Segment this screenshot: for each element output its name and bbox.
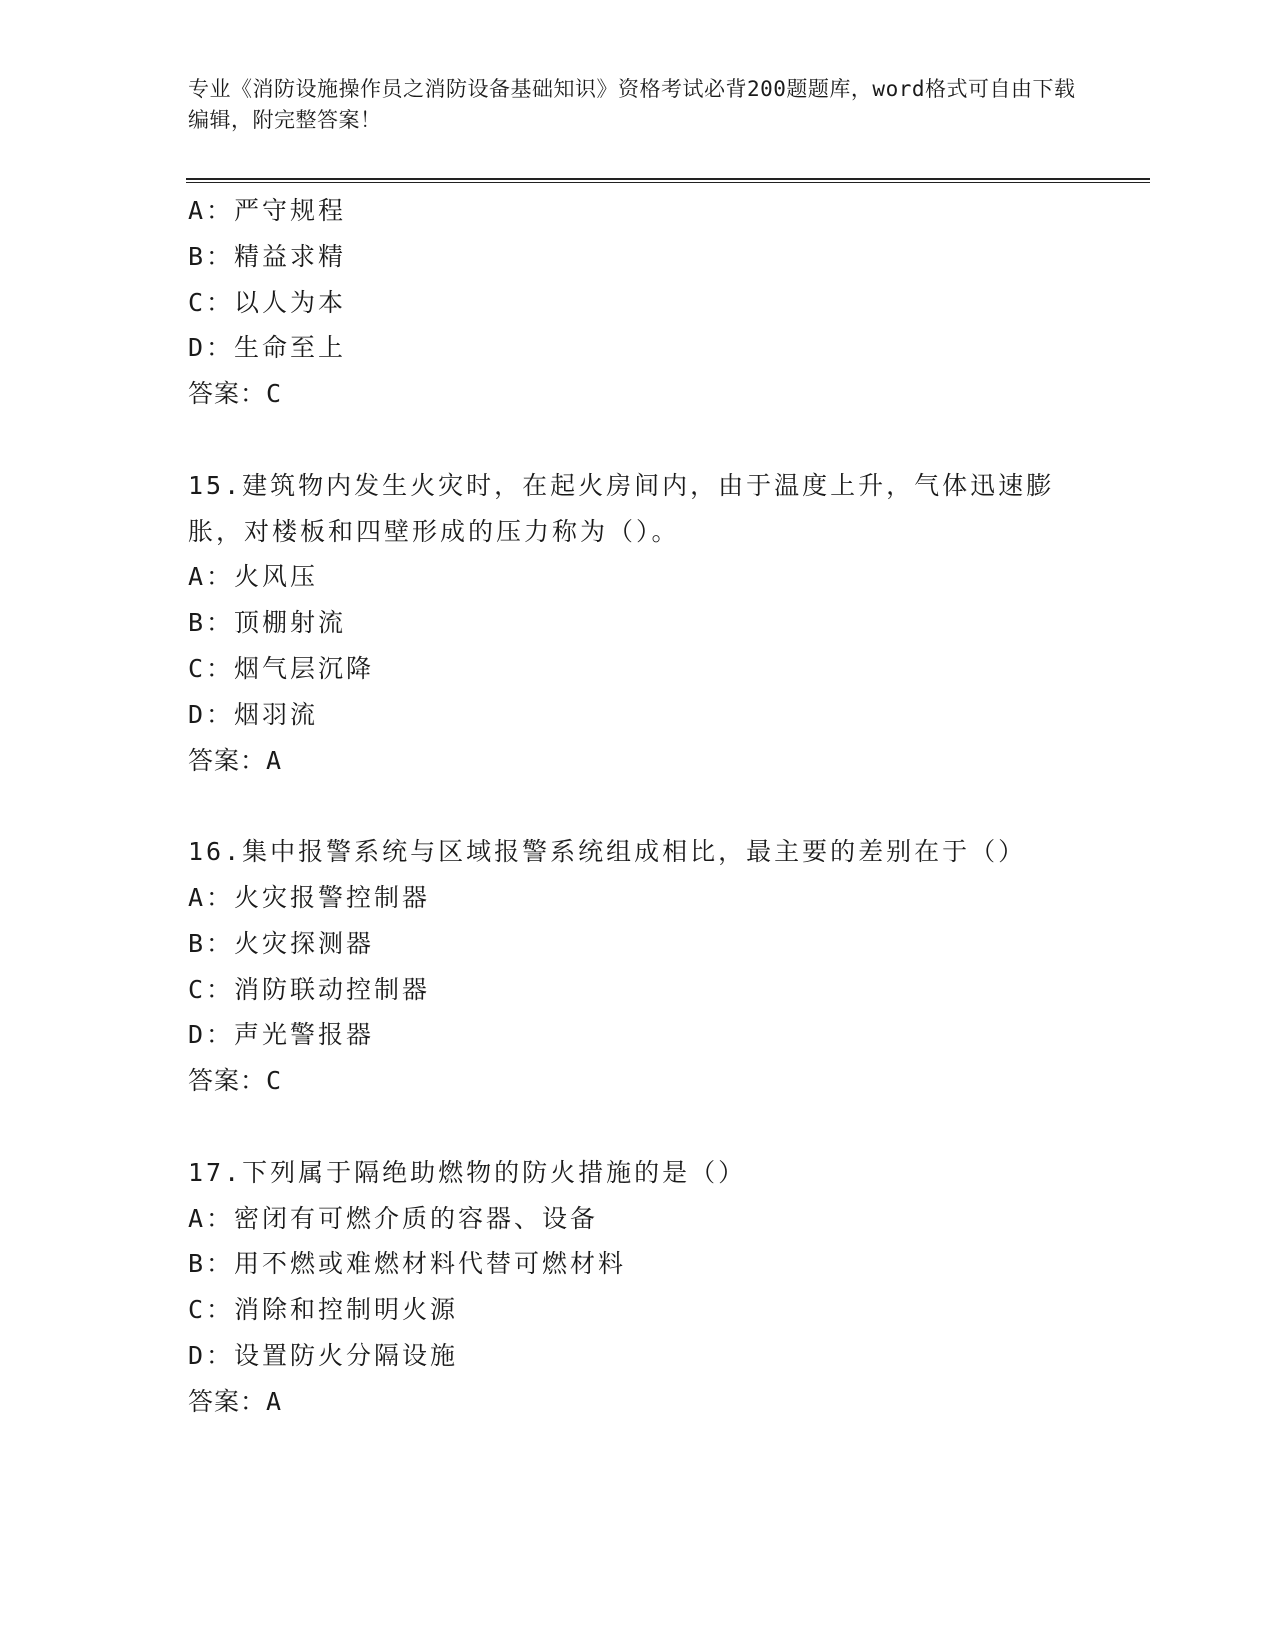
header-divider-thick — [186, 178, 1150, 180]
question-16 — [188, 829, 1088, 1104]
option-a: A：火风压 — [188, 562, 319, 592]
option-b: B：用不燃或难燃材料代替可燃材料 — [188, 1249, 627, 1279]
option-d: D：声光警报器 — [188, 1020, 375, 1050]
option-b: B：顶棚射流 — [188, 608, 347, 638]
option-b: B：精益求精 — [188, 241, 347, 271]
document-header: 专业《消防设施操作员之消防设备基础知识》资格考试必背200题题库，word格式可自由下载编辑，附完整答案！ — [188, 77, 1076, 132]
answer-line: 答案：C — [188, 1066, 283, 1096]
spacer — [188, 417, 1088, 463]
question-stem: 16.集中报警系统与区域报警系统组成相比，最主要的差别在于（） — [188, 837, 1027, 867]
question-stem: 15.建筑物内发生火灾时，在起火房间内，由于温度上升，气体迅速膨胀，对楼板和四壁形成的压力称为（）。 — [188, 470, 1055, 546]
spacer — [188, 783, 1088, 829]
question-15 — [188, 463, 1088, 784]
option-a: A：火灾报警控制器 — [188, 882, 431, 912]
question-continued — [188, 188, 1088, 417]
option-a: A：严守规程 — [188, 196, 347, 225]
option-d: D：生命至上 — [188, 333, 347, 363]
option-c: C：烟气层沉降 — [188, 653, 375, 683]
option-d: D：烟羽流 — [188, 699, 319, 729]
option-c: C：消防联动控制器 — [188, 974, 431, 1004]
header-divider-thin — [186, 182, 1150, 183]
answer-line: 答案：C — [188, 379, 283, 409]
question-stem: 17.下列属于隔绝助燃物的防火措施的是（） — [188, 1157, 747, 1187]
answer-line: 答案：A — [188, 1386, 283, 1416]
question-17 — [188, 1150, 1088, 1425]
option-a: A：密闭有可燃介质的容器、设备 — [188, 1203, 599, 1233]
option-c: C：以人为本 — [188, 287, 347, 317]
answer-line: 答案：A — [188, 745, 283, 775]
option-c: C：消除和控制明火源 — [188, 1295, 459, 1325]
spacer — [188, 1104, 1088, 1150]
option-d: D：设置防火分隔设施 — [188, 1340, 459, 1370]
question-list — [188, 188, 1088, 1425]
option-b: B：火灾探测器 — [188, 928, 375, 958]
